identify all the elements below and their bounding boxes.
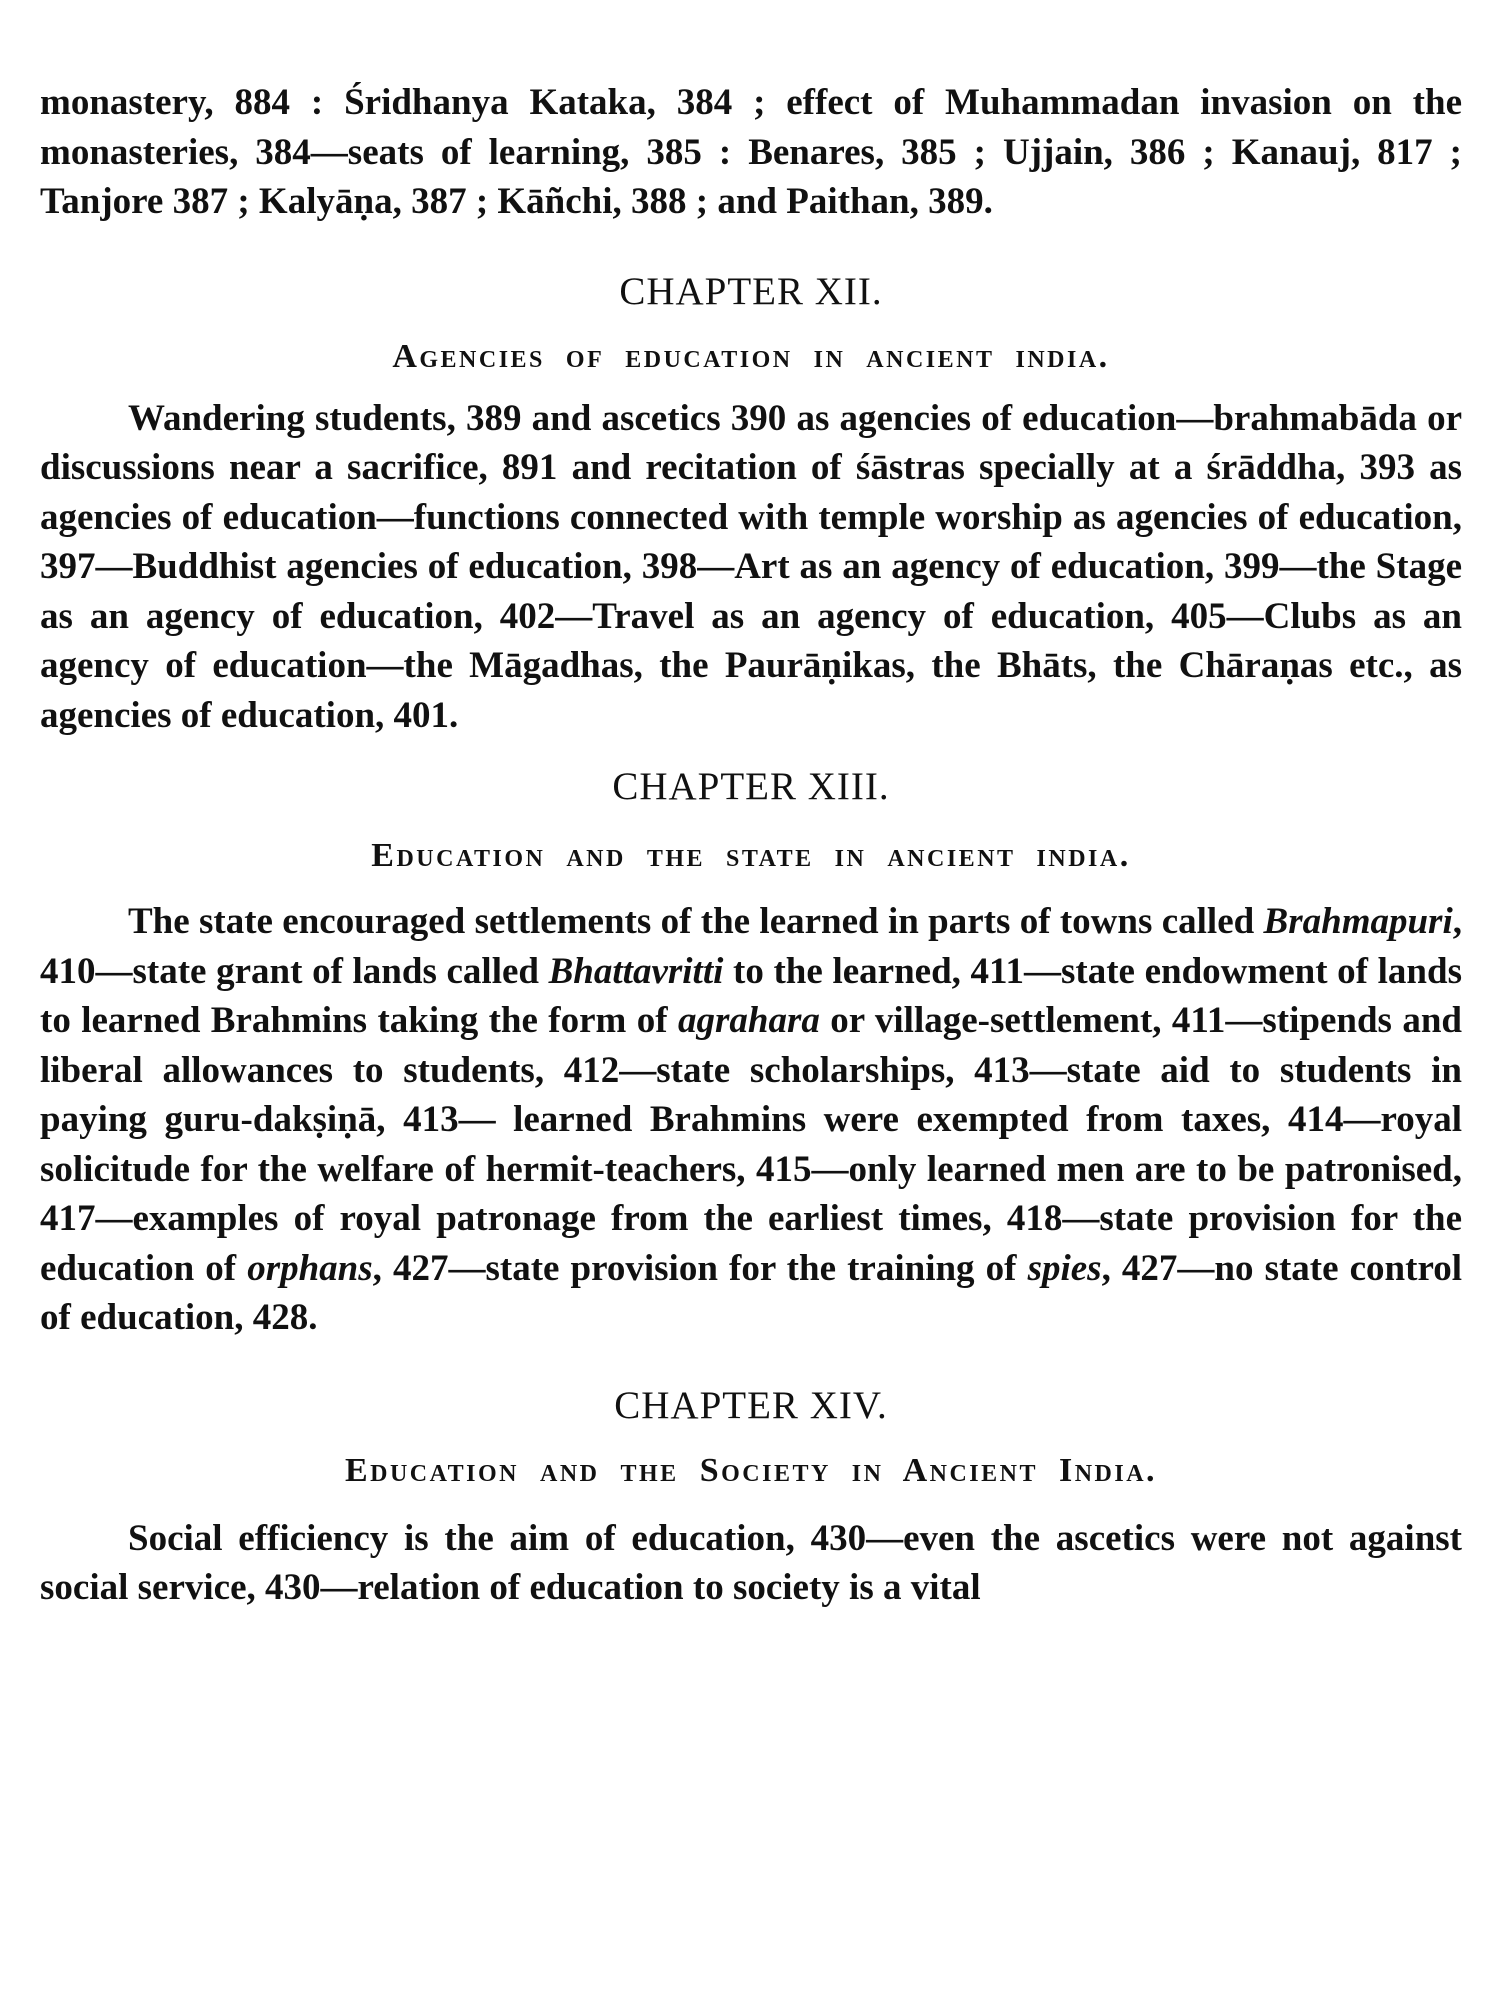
term-spies: spies [1027, 1247, 1102, 1289]
chapter-xiv-summary: Social efficiency is the aim of education, 430—even the ascetics were not against social service, 430—relation of education to society is a vital [40, 1517, 1462, 1608]
chapter-xiii-subtitle: Education and the state in ancient india. [371, 837, 1131, 874]
chapter-xii-heading: CHAPTER XII. [619, 269, 883, 313]
chapter-xii-subtitle: Agencies of education in ancient india. [392, 337, 1110, 375]
chapter-xiii-heading: CHAPTER XIII. [612, 765, 890, 808]
summary-text-segment: or village-settlement, 411—stipends and liberal allowances to students, 412—state scholarships, 413—state aid to students in paying guru-dakṣiṇā, 413— learned Brahmins were exempted from taxes, 414—royal solicitude for the welfare of hermit-teachers, 415—only learned men are to be patronised, 417—examples of royal patronage from the earliest times, 418—state provision for the education of [40, 1000, 1462, 1289]
chapter-xiv-subtitle: Education and the Society in Ancient India. [344, 1451, 1158, 1489]
chapter-xiv-heading: CHAPTER XIV. [614, 1383, 888, 1427]
summary-text-segment: , 410—state grant of lands called [40, 901, 1462, 992]
continuation-paragraph: monastery, 884 : Śridhanya Kataka, 384 ; effect of Muhammadan invasion on the monasteries, 384—seats of learning, 385 : Benares, 385 ; Ujjain, 386 ; Kanauj, 817 ; Tanjore 387 ; Kalyāṇa, 387 ; Kāñchi, 388 ; and Paithan, 389. [40, 82, 1462, 222]
summary-text-segment: , 427—state provision for the training of [372, 1247, 1028, 1289]
summary-text-segment: , 427—no state control of education, 428. [40, 1247, 1462, 1338]
term-agrahara: agrahara [677, 1000, 820, 1041]
summary-text-segment: The state encouraged settlements of the learned in parts of towns called [128, 901, 1264, 942]
chapter-xii-summary: Wandering students, 389 and ascetics 390 as agencies of education—brahmabāda or discussions near a sacrifice, 891 and recitation of śāstras specially at a śrāddha, 393 as agencies of education—functions connected with temple worship as agencies of education, 397—Buddhist agencies of education, 398—Art as an agency of education, 399—the Stage as an agency of education, 402—Travel as an agency of education, 405—Clubs as an agency of education—the Māgadhas, the Paurāṇikas, the Bhāts, the Chāraṇas etc., as agencies of education, 401. [40, 397, 1462, 736]
chapter-xiii-summary [40, 897, 1462, 1343]
term-brahmapuri: Brahmapuri [1263, 901, 1453, 942]
term-orphans: orphans [247, 1247, 373, 1289]
document-page [40, 78, 1462, 1613]
summary-text-segment: to the learned, 411—state endowment of lands to learned Brahmins taking the form of [40, 950, 1462, 1041]
term-bhattavritti: Bhattavritti [548, 950, 724, 992]
